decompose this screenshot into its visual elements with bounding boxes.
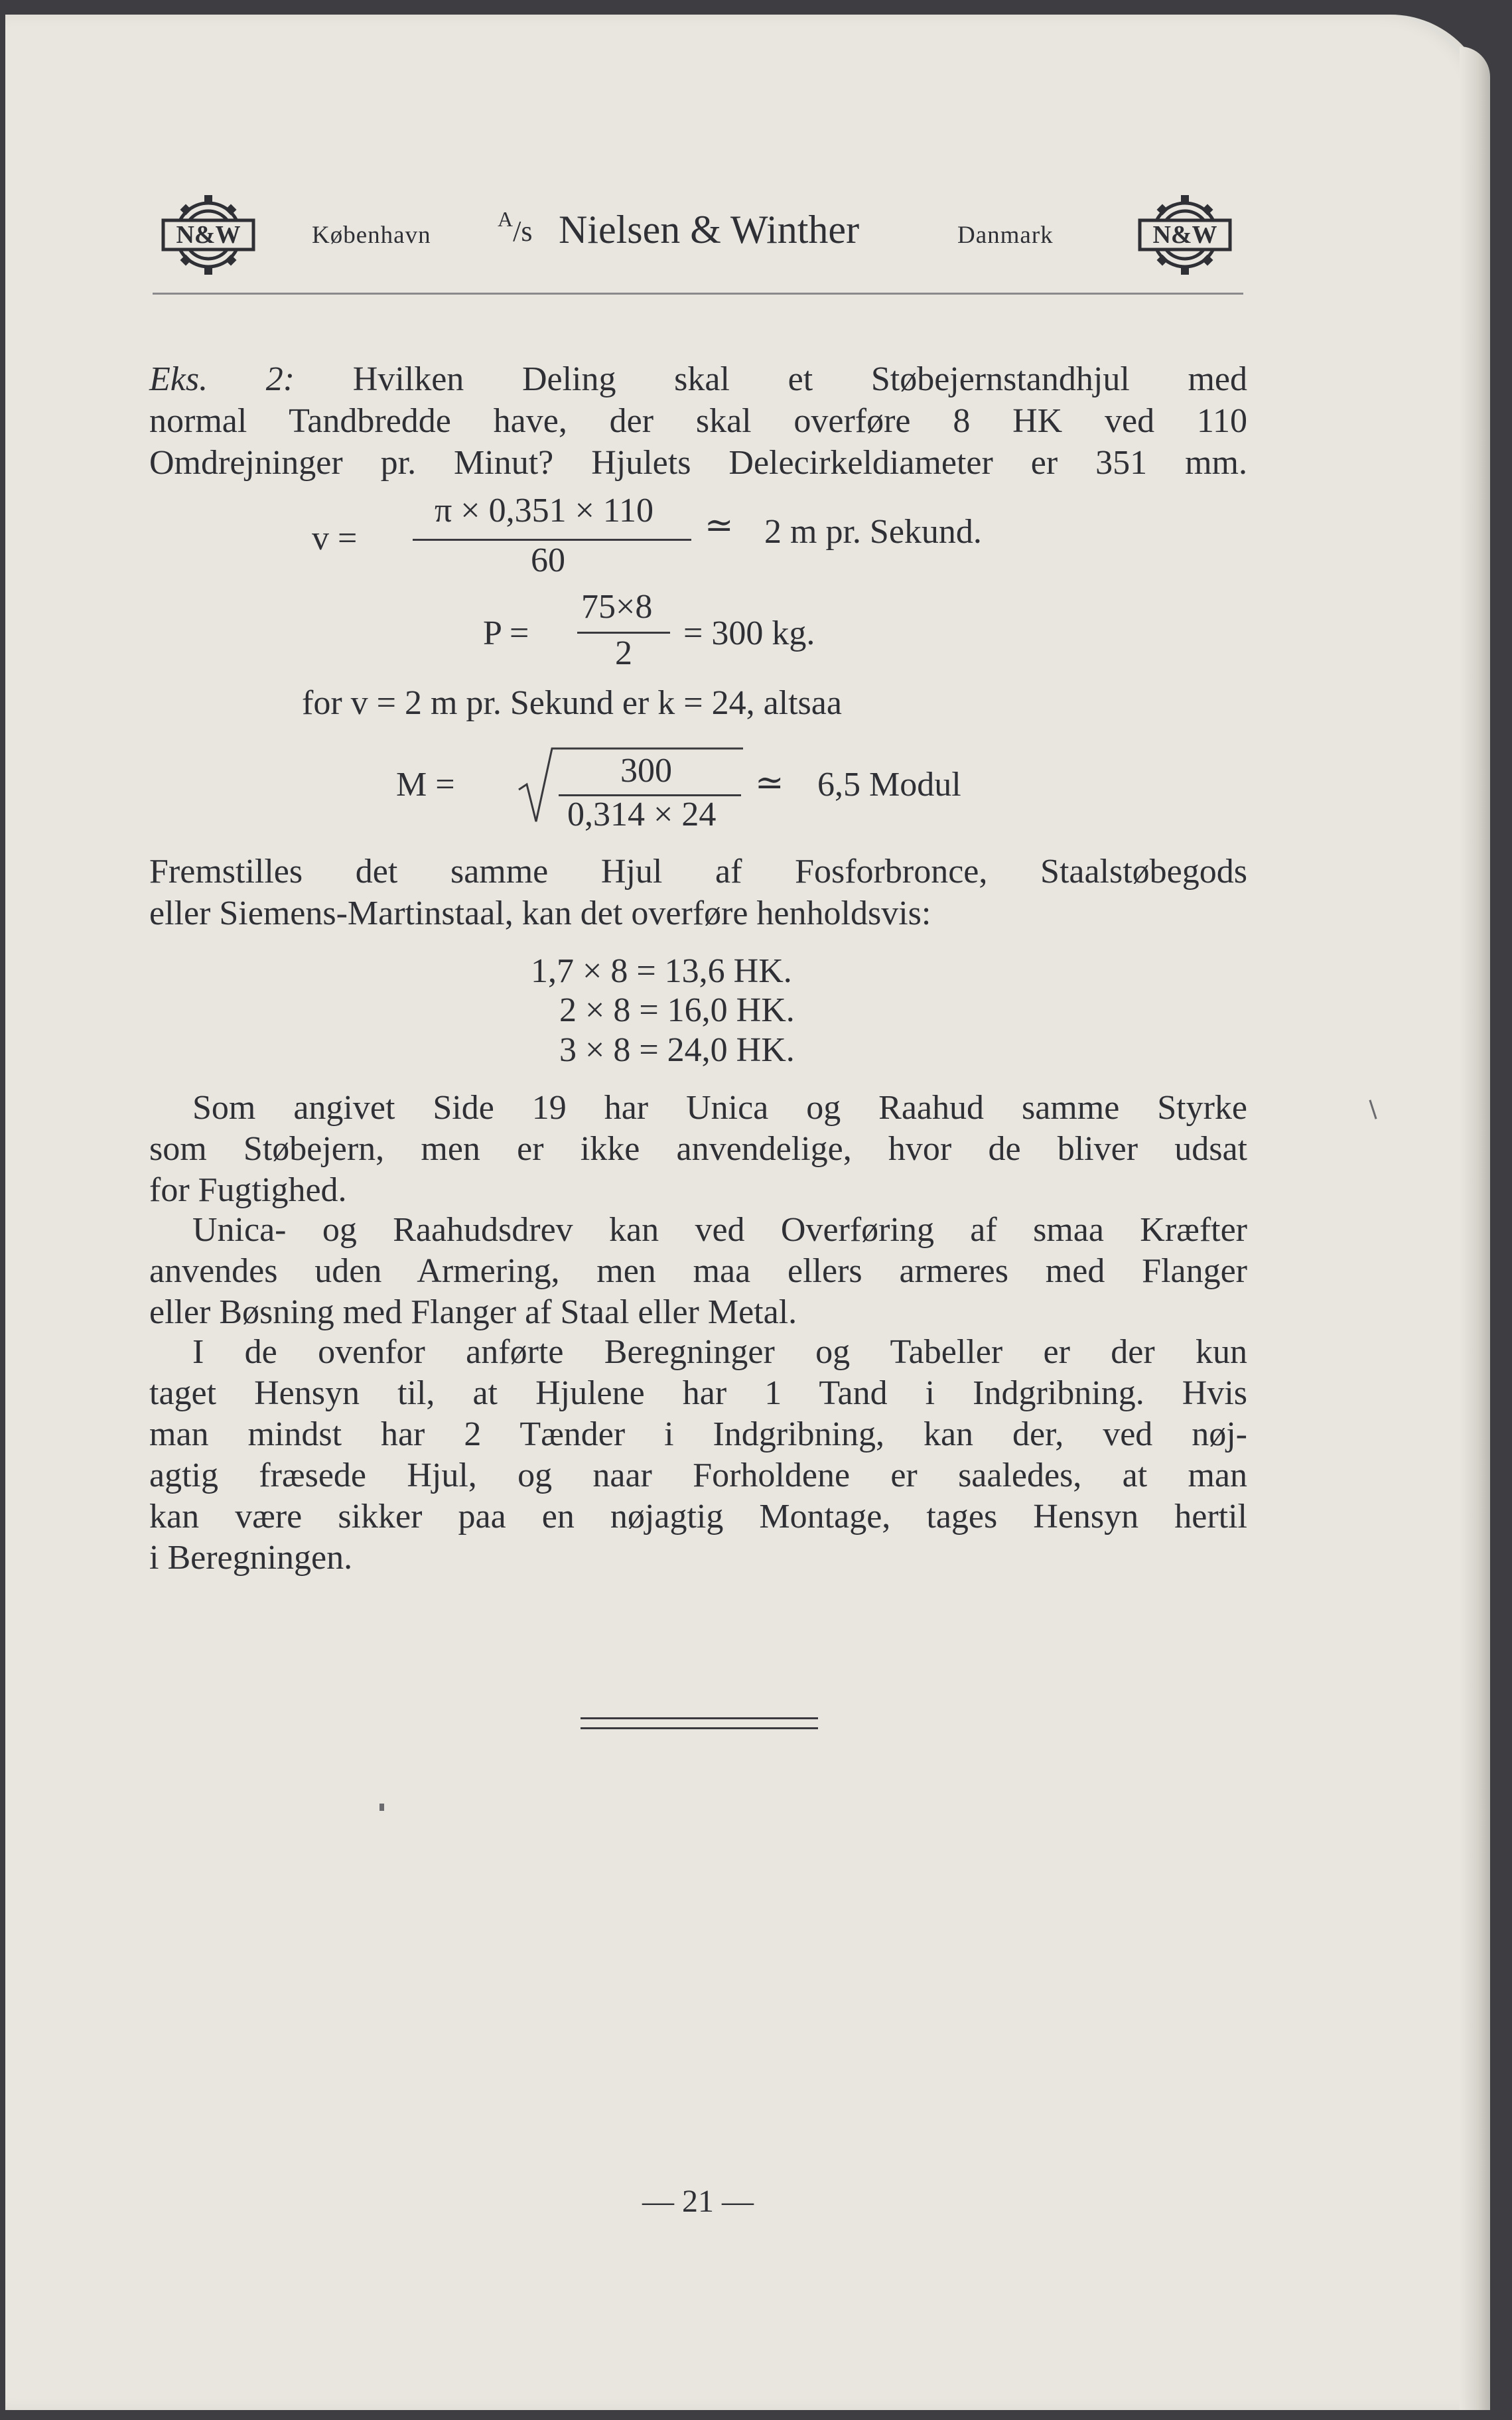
result-line: 2 × 8 = 16,0 HK. — [559, 991, 795, 1029]
formula-numerator: π × 0,351 × 110 — [435, 492, 653, 530]
condition-line: for v = 2 m pr. Sekund er k = 24, altsaa — [302, 684, 842, 722]
text-line: Eks. 2: Hvilken Deling skal et Støbejernstandhjul med — [149, 360, 1247, 398]
example-label: Eks. 2: — [149, 360, 295, 398]
text-line: eller Siemens-Martinstaal, kan det overføre henholdsvis: — [149, 894, 931, 932]
text-line: for Fugtighed. — [149, 1171, 347, 1209]
text-line: agtig fræsede Hjul, og naar Forholdene er saaledes, at man — [149, 1457, 1247, 1494]
nw-logo-right-icon — [1136, 191, 1234, 279]
header-country: Danmark — [957, 222, 1054, 249]
text-line: Som angivet Side 19 har Unica og Raahud samme Styrke — [192, 1089, 1247, 1127]
text-line: anvendes uden Armering, men maa ellers armeres med Flanger — [149, 1252, 1247, 1290]
text-line: eller Bøsning med Flanger af Staal eller Metal. — [149, 1293, 797, 1331]
text-line: taget Hensyn til, at Hjulene har 1 Tand i Indgribning. Hvis — [149, 1374, 1247, 1412]
header-rule — [153, 293, 1243, 295]
formula-denominator: 0,314 × 24 — [567, 796, 717, 833]
header-city: København — [312, 222, 431, 249]
section-divider — [581, 1717, 818, 1729]
text-line: som Støbejern, men er ikke anvendelige, hvor de bliver udsat — [149, 1130, 1247, 1168]
approx-equal-icon: ≃ — [705, 507, 734, 545]
text-line: Omdrejninger pr. Minut? Hjulets Delecirkeldiameter er 351 mm. — [149, 444, 1247, 482]
result-line: 3 × 8 = 24,0 HK. — [559, 1031, 795, 1069]
text-line: I de ovenfor anførte Beregninger og Tabeller er der kun — [192, 1333, 1247, 1371]
header-company-name: Nielsen & Winther — [559, 208, 860, 251]
header-company-prefix: $^A$/s — [498, 207, 533, 248]
text-line: Unica- og Raahudsdrev kan ved Overføring af smaa Kræfter — [192, 1211, 1247, 1249]
text-line: man mindst har 2 Tænder i Indgribning, kan der, ved nøj- — [149, 1415, 1247, 1453]
approx-equal-icon: ≃ — [755, 764, 784, 802]
svg-text:N&W: N&W — [176, 221, 241, 249]
formula-numerator: 300 — [620, 752, 672, 790]
formula-denominator: 2 — [615, 634, 632, 672]
paper-speck — [379, 1804, 384, 1811]
result-line: 1,7 × 8 = 13,6 HK. — [531, 952, 792, 990]
text-line: kan være sikker paa en nøjagtig Montage, tages Hensyn hertil — [149, 1498, 1247, 1535]
formula-numerator: 75×8 — [581, 588, 653, 626]
text-line: i Beregningen. — [149, 1539, 353, 1577]
formula-denominator: 60 — [531, 541, 565, 579]
nw-logo-left-icon — [159, 191, 257, 279]
svg-text:N&W: N&W — [1152, 221, 1217, 249]
text-line: Fremstilles det samme Hjul af Fosforbronce, Staalstøbegods — [149, 853, 1247, 890]
page-number: — 21 — — [642, 2184, 754, 2219]
text-line: normal Tandbredde have, der skal overføre 8 HK ved 110 — [149, 402, 1247, 440]
page-edge — [1460, 46, 1490, 2410]
